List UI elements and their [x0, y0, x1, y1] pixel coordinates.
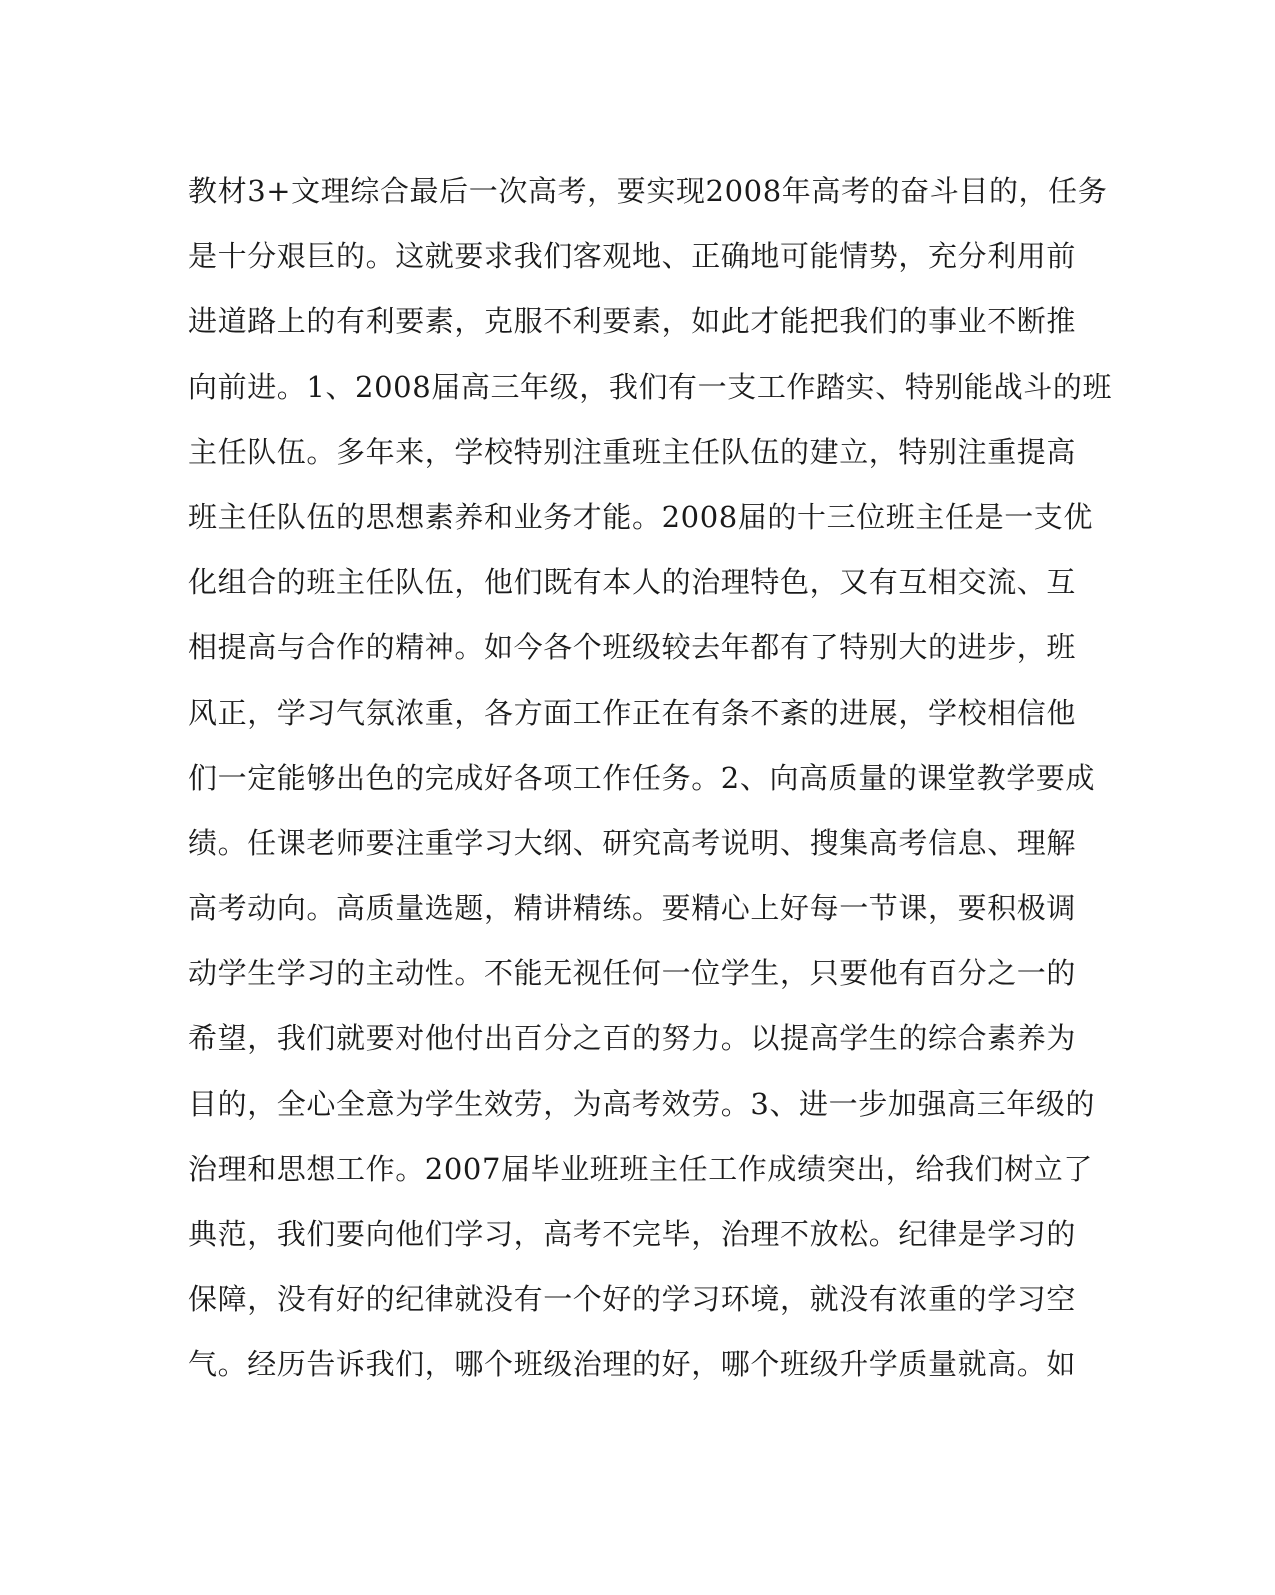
text-line: 目的，全心全意为学生效劳，为高考效劳。3、进一步加强高三年级的 [188, 1086, 1096, 1121]
text-line: 希望，我们就要对他付出百分之百的努力。以提高学生的综合素养为 [188, 1021, 1077, 1056]
text-line: 化组合的班主任队伍，他们既有本人的治理特色，又有互相交流、互 [188, 565, 1077, 600]
text-line: 绩。任课老师要注重学习大纲、研究高考说明、搜集高考信息、理解 [188, 825, 1077, 860]
text-line: 高考动向。高质量选题，精讲精练。要精心上好每一节课，要积极调 [188, 891, 1077, 926]
text-line: 是十分艰巨的。这就要求我们客观地、正确地可能情势，充分利用前 [188, 239, 1077, 274]
text-line: 班主任队伍的思想素养和业务才能。2008届的十三位班主任是一支优 [188, 499, 1094, 534]
text-line: 典范，我们要向他们学习，高考不完毕，治理不放松。纪律是学习的 [188, 1217, 1077, 1251]
text-line: 主任队伍。多年来，学校特别注重班主任队伍的建立，特别注重提高 [188, 434, 1077, 469]
text-line: 教材3+文理综合最后一次高考，要实现2008年高考的奋斗目的，任务 [188, 174, 1108, 208]
text-line: 保障，没有好的纪律就没有一个好的学习环境，就没有浓重的学习空 [188, 1282, 1077, 1317]
text-line: 气。经历告诉我们，哪个班级治理的好，哪个班级升学质量就高。如 [188, 1347, 1077, 1382]
text-line: 进道路上的有利要素，克服不利要素，如此才能把我们的事业不断推 [188, 304, 1077, 339]
body-paragraph [188, 162, 1113, 1401]
text-line: 们一定能够出色的完成好各项工作任务。2、向高质量的课堂教学要成 [188, 760, 1096, 795]
text-line: 向前进。1、2008届高三年级，我们有一支工作踏实、特别能战斗的班 [188, 369, 1113, 404]
text-line: 相提高与合作的精神。如今各个班级较去年都有了特别大的进步，班 [188, 630, 1077, 665]
text-line: 动学生学习的主动性。不能无视任何一位学生，只要他有百分之一的 [188, 956, 1077, 991]
text-line: 治理和思想工作。2007届毕业班班主任工作成绩突出，给我们树立了 [188, 1151, 1094, 1186]
text-line: 风正，学习气氛浓重，各方面工作正在有条不紊的进展，学校相信他 [188, 695, 1077, 730]
